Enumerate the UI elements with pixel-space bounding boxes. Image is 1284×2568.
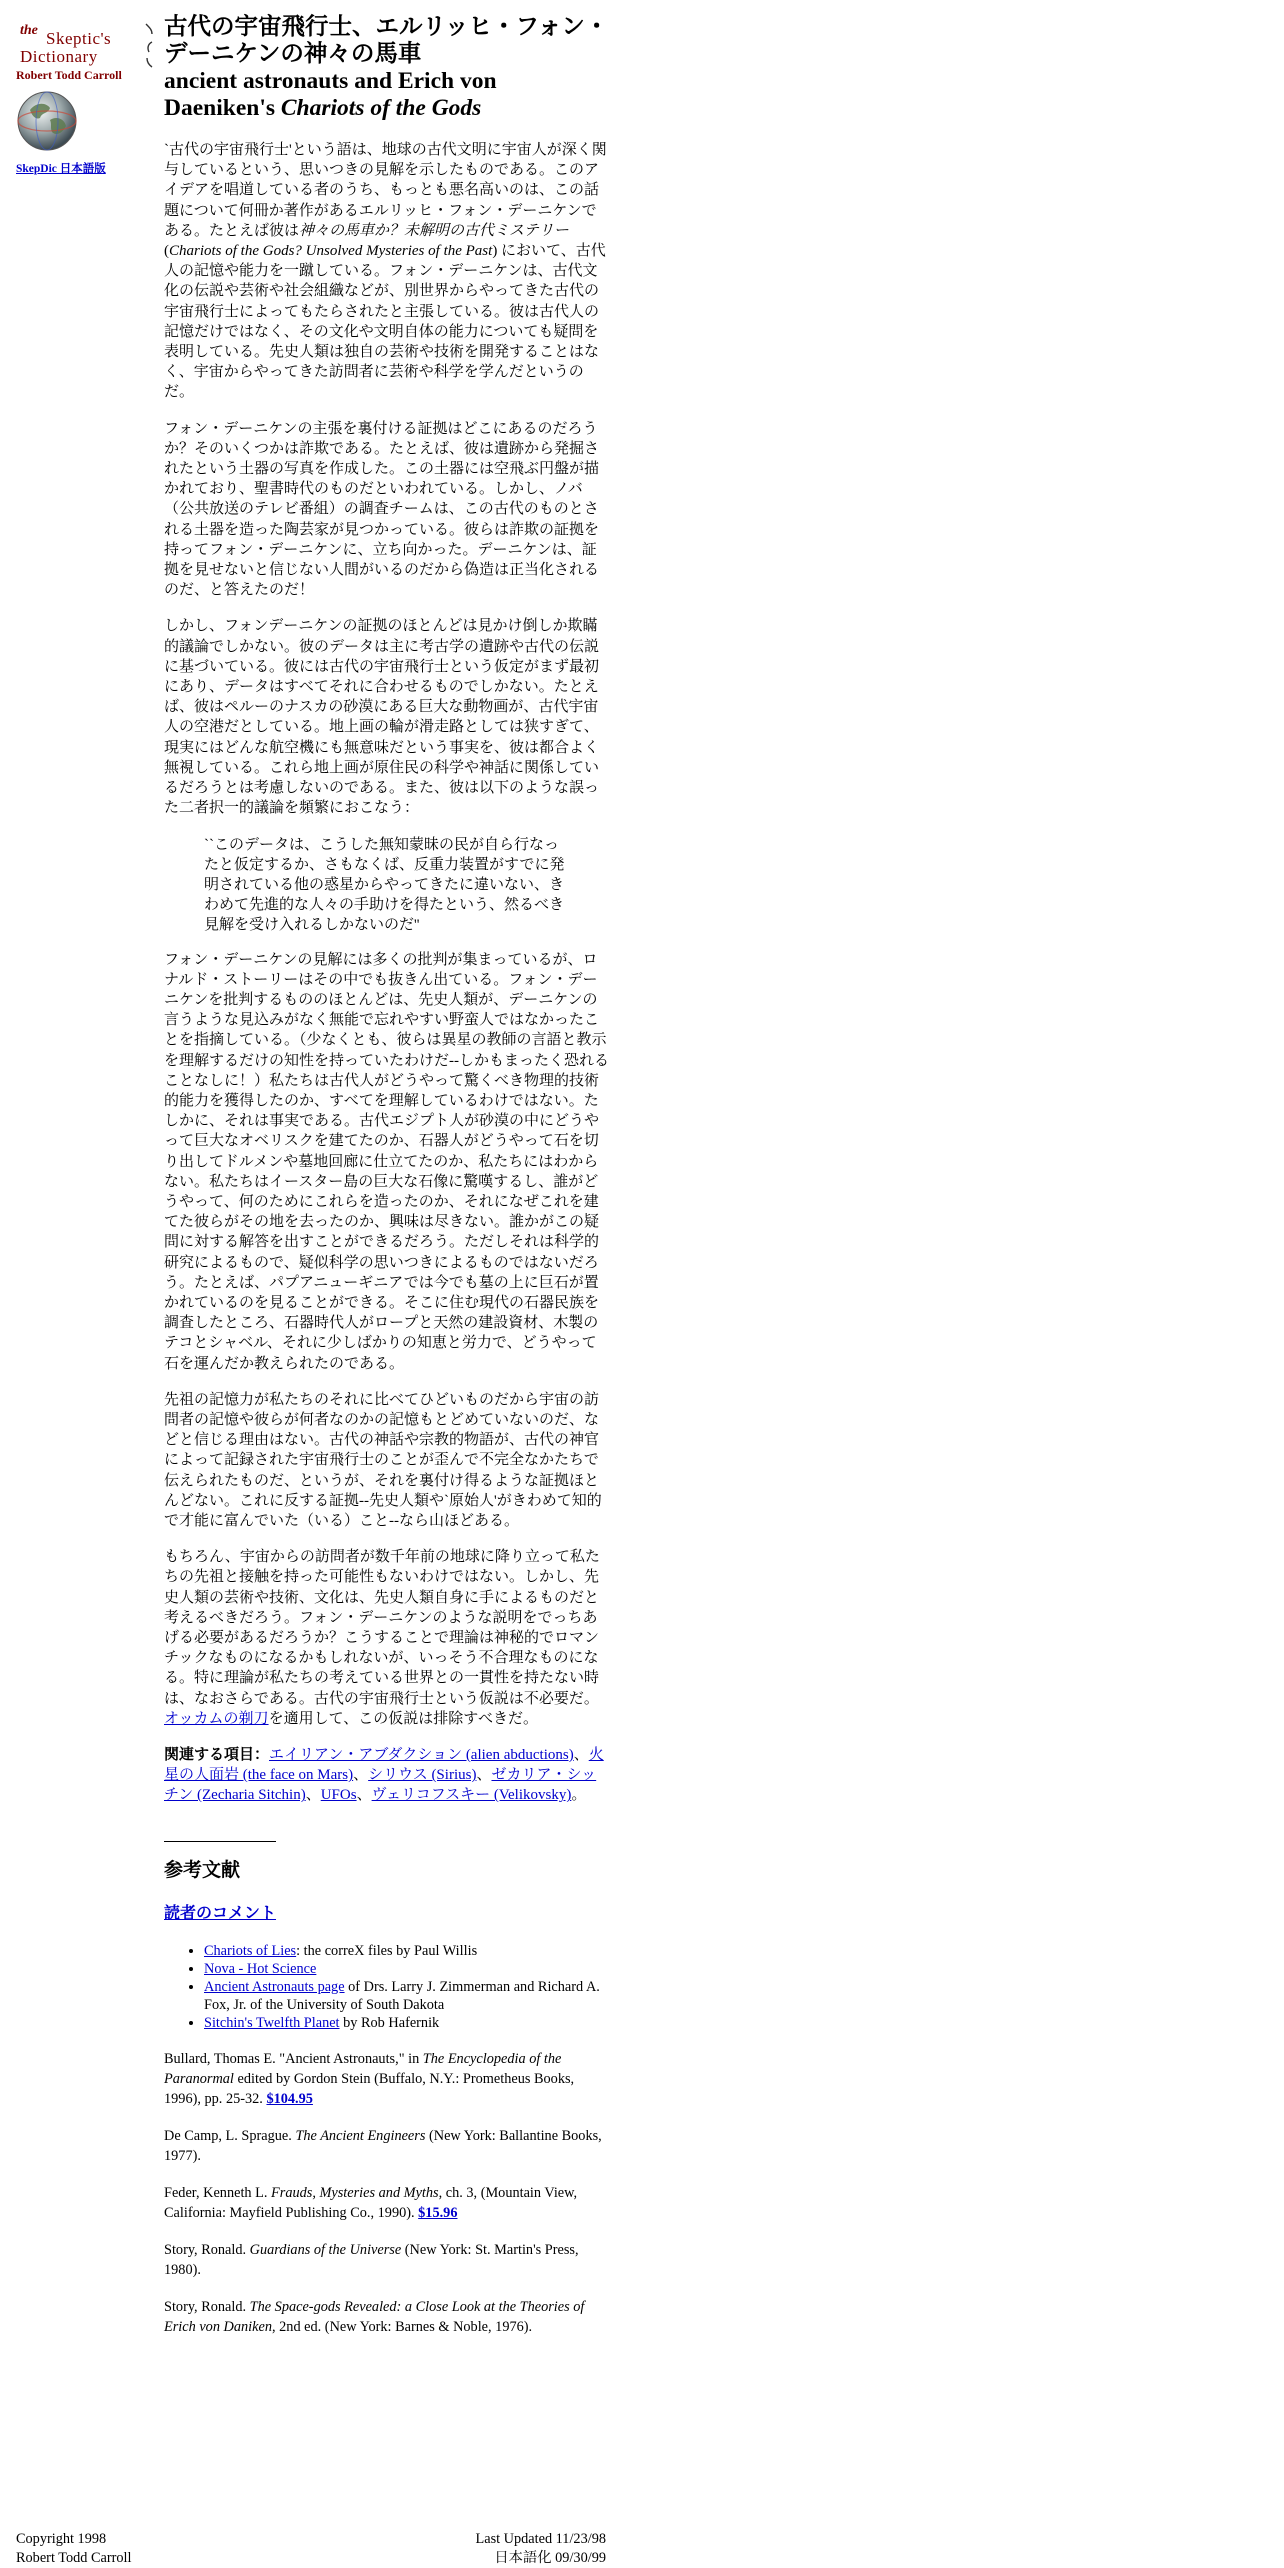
bib-text: Bullard, Thomas E. "Ancient Astronauts," in [164, 2050, 423, 2067]
page-title [164, 14, 610, 122]
title-english-prefix: ancient astronauts and Erich von Daeniken's [164, 68, 497, 121]
bib-entry [164, 2126, 610, 2166]
bib-text: , ch. 3, (Mountain View, California: Mayfield Publishing Co., 1990). [164, 2184, 578, 2221]
p1-text-b: ( [164, 243, 169, 260]
reference-link[interactable]: Sitchin's Twelfth Planet [204, 2014, 340, 2031]
bib-entry [164, 2049, 610, 2109]
reference-link-list [164, 1942, 610, 2032]
footer-right [475, 2530, 606, 2568]
bib-entry [164, 2297, 610, 2337]
related-link-sirius[interactable]: シリウス (Sirius) [368, 1767, 477, 1784]
p6-text-b: を適用して、この仮説は排除すべきだ。 [268, 1710, 538, 1727]
logo-word1-text: Skeptic's [46, 29, 112, 48]
title-japanese: 古代の宇宙飛行士、エルリッヒ・フォン・デーニケンの神々の馬車 [164, 14, 609, 67]
title-english [164, 68, 610, 122]
logo-small-text: the [20, 23, 38, 38]
p1-text-a: `古代の宇宙飛行士'という語は、地球の古代文明に宇宙人が深く関与しているという、思いつきの見解を示したものである。このアイデアを唱道している者のうち、もっとも悪名高いのは、この話題について何冊か著作があるエルリッヒ・フォン・デーニケンである。たとえば彼は [164, 142, 607, 239]
related-end: 。 [571, 1787, 587, 1804]
paragraph-4: フォン・デーニケンの見解には多くの批判が集まっているが、ロナルド・ストーリーはその中でも抜きん出ている。フォン・デーニケンを批判するもののほとんどは、先史人類が、デーニケンの言うような見込みがなく無能で忘れやすい野蛮人ではなかったことを指摘している。（少なくとも、彼らは異星の教師の言語と教示を理解するだけの知性を持っていたわけだ--しかもまったく恐れることなしに！）私たちは古代人がどうやって驚くべき物理的技術的能力を獲得したのか、すべてを理解しているわけではない。たしかに、それは事実である。古代エジプト人が砂漠の中にどうやって巨大なオベリスクを建てたのか、石器人がどうやって石を切り出してドルメンや墓地回廊に仕立てたのか、私たちにはわからない。私たちはイースター島の巨大な石像に驚嘆するし、誰がどうやって、何のためにこれらを造ったのか、それになぜこれを建てた彼らがその地を去ったのか、興味は尽きない。誰かがこの疑問に対する解答を出すことができるだろう。ただしそれは科学的研究によるもので、疑似科学の思いつきによるものではないだろう。たとえば、パプアニューギニアでは今でも墓の上に巨石が置かれているのを見ることができる。そこに住む現代の石器民族を調査したところ、石器時代人がロープと天然の建設資材、木製のテコとシャベル、それに少しばかりの知恵と労力で、どうやって石を運んだか教えられたのである。 [164, 951, 609, 1372]
list-item [204, 2014, 610, 2032]
bib-price-link[interactable]: $15.96 [418, 2204, 458, 2221]
copyright-text: Copyright 1998 [16, 2531, 107, 2547]
block-quote: ``このデータは、こうした無知蒙昧の民が自ら行なったと仮定するか、さもなくば、反重力装置がすでに発明されている他の惑星からやってきたに違いない、きわめて先進的な人々の手助けを得たという、然るべき見解を受け入れるしかないのだ'' [204, 836, 565, 934]
p1-italic-title-ja: 神々の馬車か？未解明の古代ミステリー [299, 222, 569, 239]
reference-link[interactable]: Chariots of Lies [204, 1942, 297, 1959]
divider [164, 1841, 276, 1842]
reference-desc: : the correX files by Paul Willis [296, 1942, 478, 1959]
bib-price-link[interactable]: $104.95 [266, 2090, 313, 2107]
related-link-face-on-mars[interactable]: 火星の人面岩 (the face on Mars) [164, 1747, 604, 1784]
related-topics [164, 1745, 610, 1806]
related-sep: 、 [353, 1767, 369, 1784]
reference-desc: of Drs. Larry J. Zimmerman and Richard A. Fox, Jr. of the University of South Dakota [204, 1978, 600, 2013]
related-link-sitchin[interactable]: ゼカリア・シッチン (Zecharia Sitchin) [164, 1767, 597, 1804]
bib-title: The Space-gods Revealed: a Close Look at the Theories of Erich von Daniken [164, 2298, 585, 2335]
translated-date-text: 日本語化 09/30/99 [494, 2550, 606, 2566]
bib-text: Story, Ronald. [164, 2241, 250, 2258]
reference-link[interactable]: Ancient Astronauts page [204, 1978, 345, 1995]
bib-title: Frauds, Mysteries and Myths [271, 2184, 439, 2201]
bib-text: Story, Ronald. [164, 2298, 250, 2315]
p6-text-a: もちろん、宇宙からの訪問者が数千年前の地球に降り立って私たちの先祖と接触を持った可能性もないわけではない。しかし、先史人類の芸術や技術、文化は、先史人類自身に手によるものだと考えるべきだろう。フォン・デーニケンのような説明をでっちあげる必要があるだろうか？こうすることで理論は神秘的でロマンチックなものになるかもしれないが、いっそう不合理なものになる。特に理論が私たちの考えている世界との一貫性を持たない時は、なおさらである。古代の宇宙飛行士という仮説は不必要だ。 [164, 1549, 600, 1707]
sidebar [16, 20, 141, 176]
related-sep: 、 [573, 1747, 589, 1764]
bib-entry [164, 2240, 610, 2280]
bib-entry [164, 2183, 610, 2223]
bib-text: edited by Gordon Stein (Buffalo, N.Y.: Prometheus Books, 1996), pp. 25-32. [164, 2070, 575, 2107]
occams-razor-link[interactable]: オッカムの剃刀 [164, 1710, 269, 1727]
sidebar-author: Robert Todd Carroll [16, 68, 122, 82]
paragraph-5: 先祖の記憶力が私たちのそれに比べてひどいものだから宇宙の訪問者の記憶や彼らが何者なのかの記憶もとどめていないのだ、などと信じる理由はない。古代の神話や宗教的物語が、古代の神官によって記録された宇宙飛行士のことが歪んで不完全なかたちで伝えられたものだ、というが、それを裏付け得るような証拠ほとんどない。これに反する証拠--先史人類や`原始人'がきわめて知的で才能に富んでいた（いる）こと--なら山ほどある。 [164, 1391, 602, 1529]
paragraph-6 [164, 1547, 610, 1729]
paragraph-1 [164, 140, 610, 403]
title-english-italic: Chariots of the Gods [280, 95, 482, 121]
bib-title: Guardians of the Universe [249, 2241, 402, 2258]
references-heading: 参考文献 [164, 1859, 241, 1881]
decorative-bracket-glyphs [143, 22, 155, 77]
skepdic-japanese-link[interactable]: SkepDic 日本語版 [16, 163, 106, 175]
skeptics-dictionary-logo[interactable] [16, 20, 141, 66]
bib-text: Feder, Kenneth L. [164, 2184, 272, 2201]
reader-comments-link[interactable]: 読者のコメント [164, 1904, 277, 1922]
logo-word2-text: Dictionary [20, 47, 98, 66]
reader-comments-heading [164, 1900, 610, 1923]
related-link-ufos[interactable]: UFOs [320, 1787, 357, 1804]
list-item [204, 1978, 610, 2014]
footer-left [16, 2530, 131, 2568]
related-sep: 、 [305, 1787, 321, 1804]
p1-italic-title-en: Chariots of the Gods? Unsolved Mysteries of the Past [169, 243, 493, 260]
bib-text: (New York: Ballantine Books, 1977). [164, 2127, 602, 2164]
p1-text-c: ) において、古代人の記憶や能力を一蹴している。フォン・デーニケンは、古代文化の伝説や芸術や社会組織などが、別世界からやってきた古代の宇宙飛行士によってもたらされたと主張している。彼は古代人の記憶だけではなく、その文化や文明自体の能力についても疑問を表明している。先史人類は独自の芸術や技術を開発することはなく、宇宙からやってきた訪問者に芸術や科学を学んだというのだ。 [164, 243, 606, 401]
list-item [204, 1942, 610, 1960]
paragraph-2: フォン・デーニケンの主張を裏付ける証拠はどこにあるのだろうか？そのいくつかは詐欺である。たとえば、彼は遺跡から発掘されたという土器の写真を作成した。この土器には空飛ぶ円盤が描かれており、聖書時代のものだといわれている。しかし、ノバ（公共放送のテレビ番組）の調査チームは、この古代のものとされる土器を造った陶芸家が見つかっている。彼らは詐欺の証拠を持ってフォン・デーニケンに、立ち向かった。デーニケンは、証拠を見せないと信じない人間がいるのだから偽造は正当化されるのだ、と答えたのだ！ [164, 420, 600, 599]
related-link-alien-abductions[interactable]: エイリアン・アブダクション (alien abductions) [269, 1747, 574, 1764]
related-sep: 、 [476, 1767, 492, 1784]
related-label: 関連する項目： [164, 1747, 270, 1764]
bib-text: (New York: St. Martin's Press, 1980). [164, 2241, 579, 2278]
main-content [164, 14, 610, 2354]
footer-author: Robert Todd Carroll [16, 2550, 132, 2566]
reference-desc: by Rob Hafernik [339, 2014, 440, 2031]
paragraph-3: しかし、フォンデーニケンの証拠のほとんどは見かけ倒しか欺瞞的議論でしかない。彼のデータは主に考古学の遺跡や古代の伝説に基づいている。彼には古代の宇宙飛行士という仮定がまず最初にあり、データはすべてそれに合わせるものでしかない。たとえば、彼はペルーのナスカの砂漠にある巨大な動物画が、古代宇宙人の空港だとしている。地上画の輪が滑走路としては狭すぎて、現実にはどんな航空機にも無意味だという事実を、彼は都合よく無視している。これら地上画が原住民の科学や神話に関係しているだろうとは考慮しないのである。また、彼は以下のような誤った二者択一的議論を頻繁におこなう： [164, 618, 600, 817]
bib-text: De Camp, L. Sprague. [164, 2127, 296, 2144]
globe-icon[interactable] [16, 90, 141, 157]
reference-link[interactable]: Nova - Hot Science [204, 1960, 317, 1977]
bibliography [164, 2049, 610, 2337]
related-sep: 、 [356, 1787, 372, 1804]
bib-title: The Ancient Engineers [295, 2127, 426, 2144]
related-link-velikovsky[interactable]: ヴェリコフスキー (Velikovsky) [371, 1787, 572, 1804]
list-item [204, 1960, 610, 1978]
bib-title: The Encyclopedia of the Paranormal [164, 2050, 562, 2087]
last-updated-text: Last Updated 11/23/98 [475, 2531, 606, 2547]
bib-text: , 2nd ed. (New York: Barnes & Noble, 1976). [272, 2318, 533, 2335]
